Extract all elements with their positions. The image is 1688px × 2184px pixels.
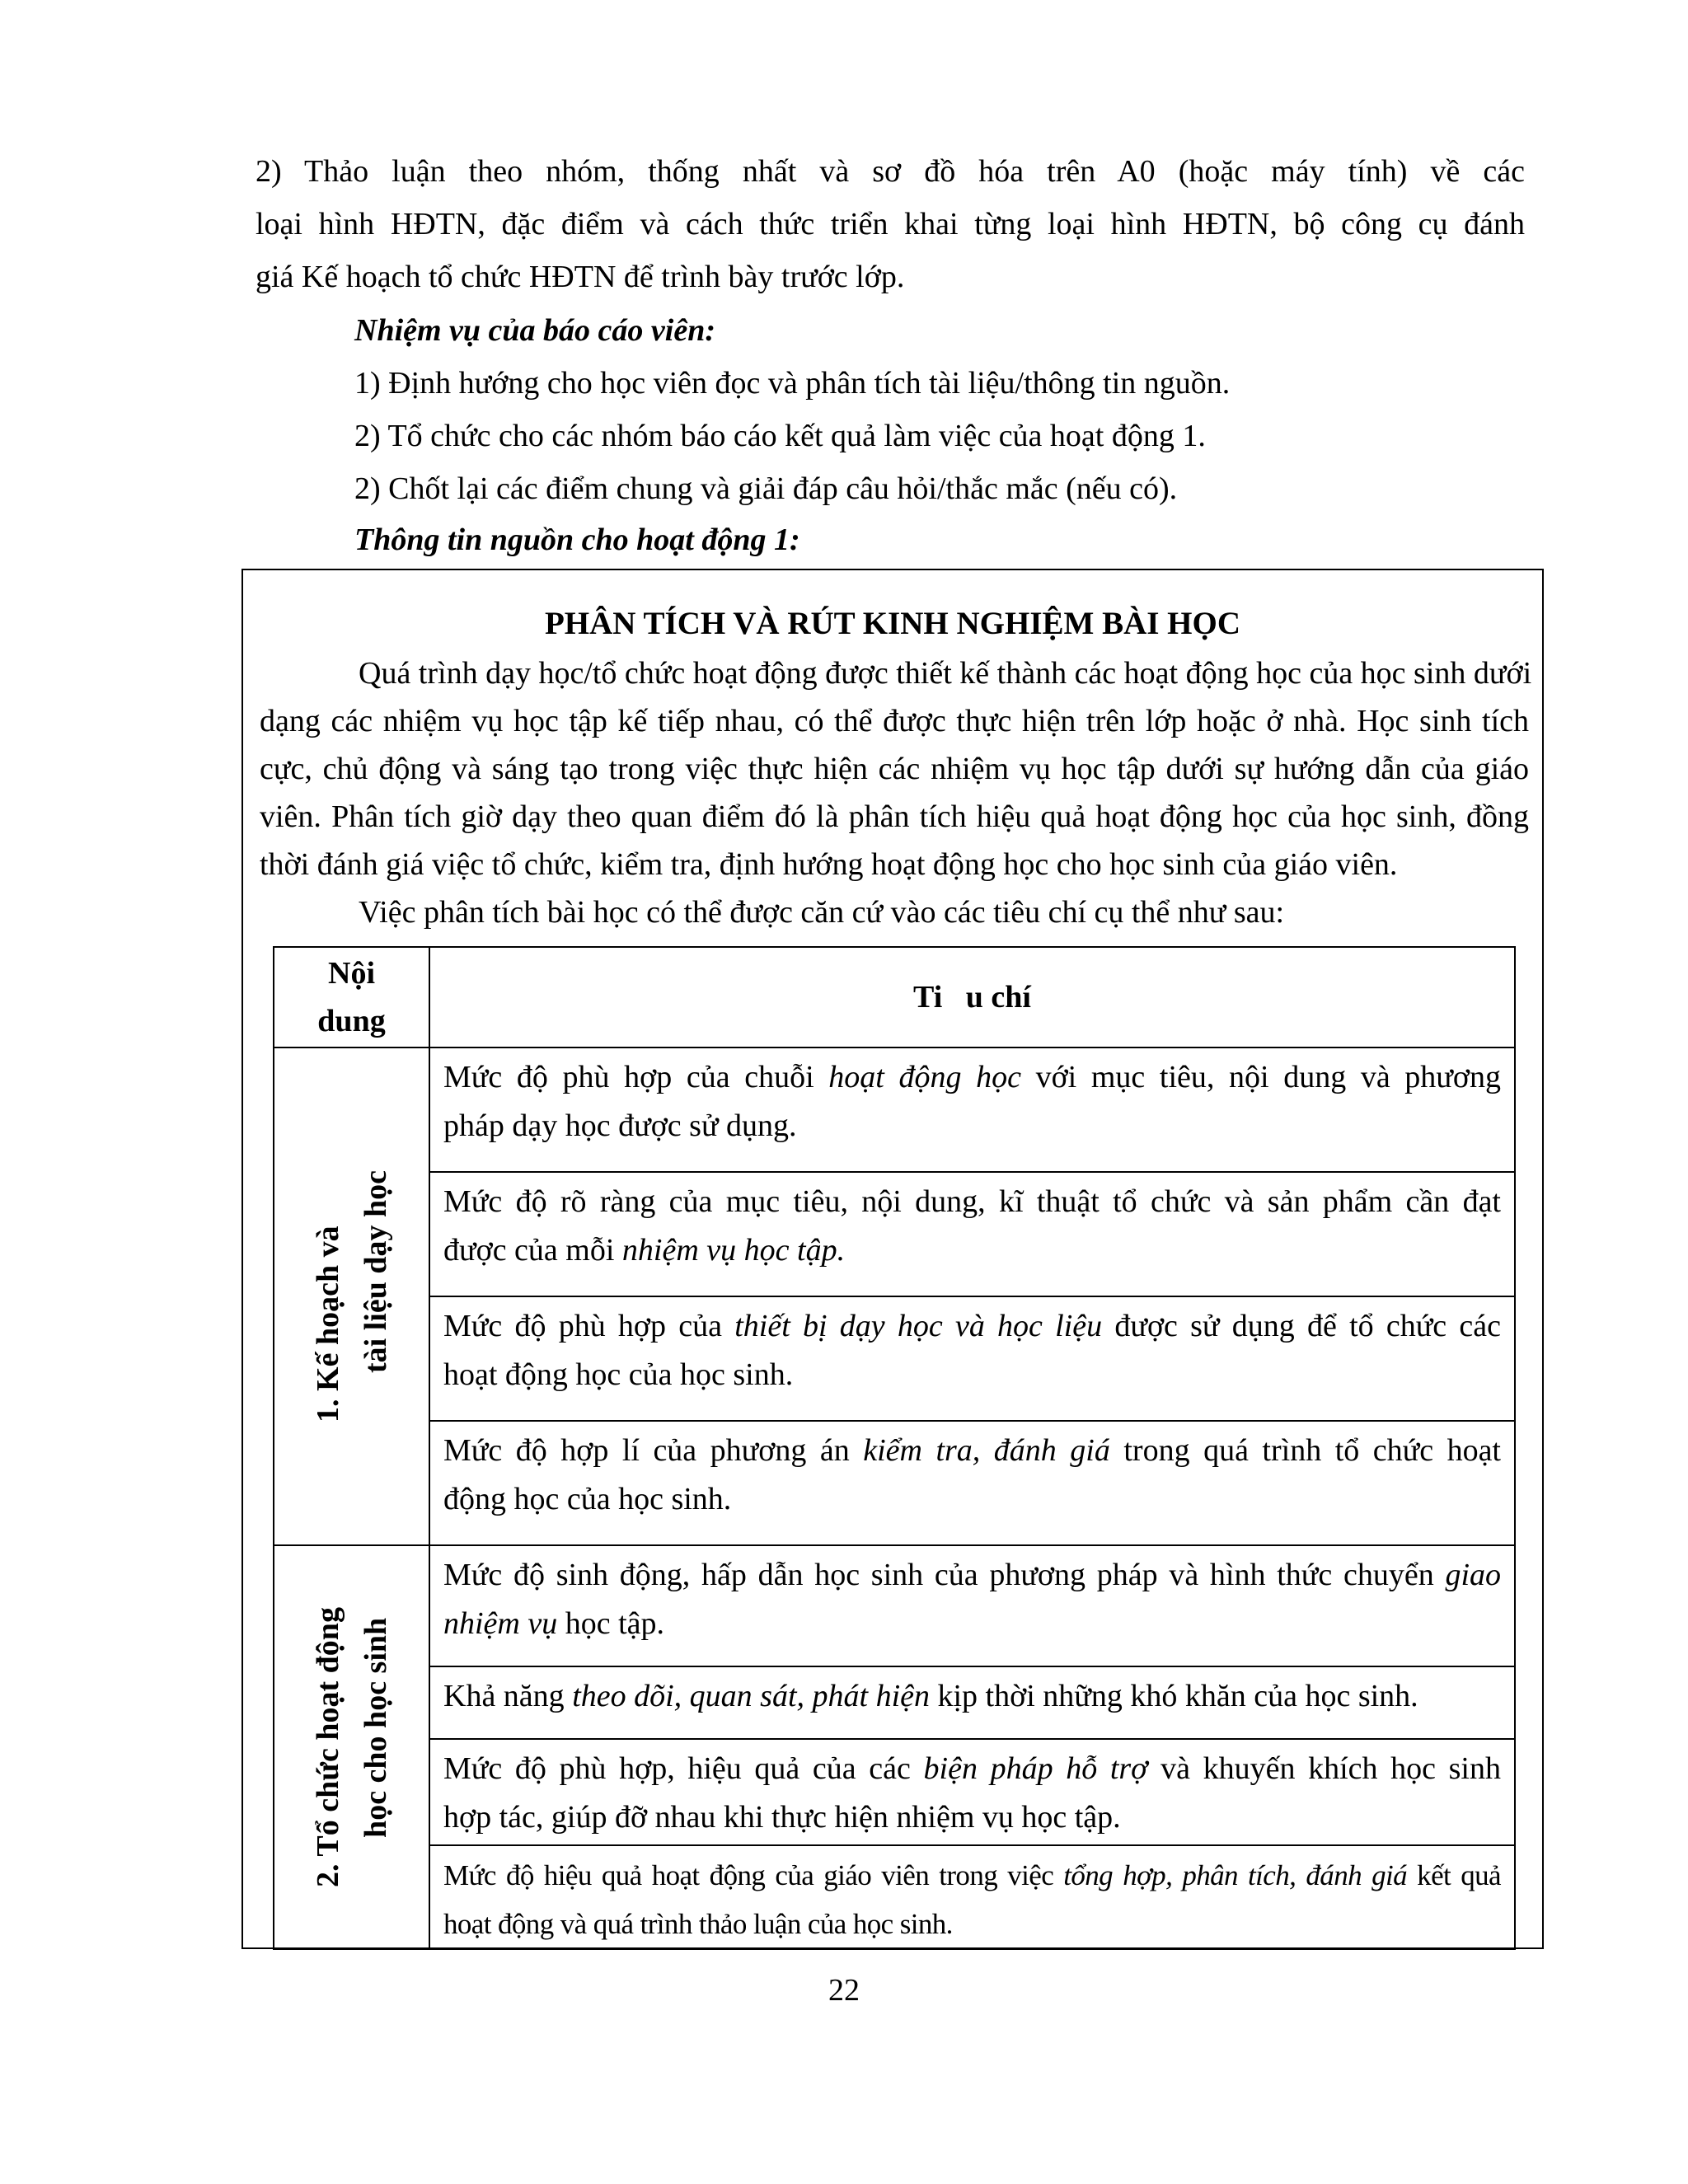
box-para-line-1: Quá trình dạy học/tổ chức hoạt động được thiết kế thành các hoạt động học của học sinh dưới xyxy=(359,656,1532,691)
task-item: 1) Định hướng cho học viên đọc và phân tích tài liệu/thông tin nguồn. xyxy=(354,366,1231,401)
criteria-table xyxy=(273,946,1516,1950)
group-1-label xyxy=(274,1047,429,1545)
source-heading: Thông tin nguồn cho hoạt động 1: xyxy=(354,523,800,557)
group-1-label-line2: tài liệu dạy học xyxy=(358,1170,393,1373)
criterion-cell: Khả năng theo dõi, quan sát, phát hiện kịp thời những khó khăn của học sinh. xyxy=(429,1666,1515,1739)
box-para-line-3: cực, chủ động và sáng tạo trong việc thực hiện các nhiệm vụ học tập dưới sự hướng dẫn của giáo xyxy=(260,752,1529,786)
table-row xyxy=(274,1296,1515,1421)
intro-para-line-3: giá Kế hoạch tổ chức HĐTN để trình bày trước lớp. xyxy=(256,260,905,294)
box-para-line-5: thời đánh giá việc tổ chức, kiểm tra, định hướng hoạt động học cho học sinh của giáo viên. xyxy=(260,847,1398,882)
criterion-cell: Mức độ rõ ràng của mục tiêu, nội dung, kĩ thuật tổ chức và sản phẩm cần đạt được của mỗi nhiệm vụ học tập. xyxy=(429,1172,1515,1296)
group-2-label-line2: học cho học sinh xyxy=(358,1617,393,1838)
group-1-label-line1: 1. Kế hoạch và xyxy=(310,1226,345,1422)
criterion-cell: Mức độ sinh động, hấp dẫn học sinh của phương pháp và hình thức chuyển giao nhiệm vụ học tập. xyxy=(429,1545,1515,1666)
box-para-line-2: dạng các nhiệm vụ học tập kế tiếp nhau, có thể được thực hiện trên lớp hoặc ở nhà. Học sinh tích xyxy=(260,704,1529,738)
header-content xyxy=(274,947,429,1047)
intro-para-line-1: 2) Thảo luận theo nhóm, thống nhất và sơ đồ hóa trên A0 (hoặc máy tính) về các xyxy=(256,154,1525,189)
table-header-row xyxy=(274,947,1515,1047)
task-item: 2) Chốt lại các điểm chung và giải đáp câu hỏi/thắc mắc (nếu có). xyxy=(354,471,1178,506)
table-row xyxy=(274,1545,1515,1666)
table-row xyxy=(274,1739,1515,1845)
table-row xyxy=(274,1845,1515,1949)
group-2-label xyxy=(274,1545,429,1949)
header-criteria: Ti u chí xyxy=(429,947,1515,1047)
header-content-line2: dung xyxy=(317,1004,386,1038)
criterion-cell: Mức độ hiệu quả hoạt động của giáo viên trong việc tổng hợp, phân tích, đánh giá kết quả hoạt động và quá trình thảo luận của học sinh. xyxy=(429,1845,1515,1949)
box-title: PHÂN TÍCH VÀ RÚT KINH NGHIỆM BÀI HỌC xyxy=(544,606,1241,641)
criteria-intro: Việc phân tích bài học có thể được căn cứ vào các tiêu chí cụ thể như sau: xyxy=(359,895,1285,930)
criterion-cell: Mức độ phù hợp của thiết bị dạy học và học liệu được sử dụng để tổ chức các hoạt động học của học sinh. xyxy=(429,1296,1515,1421)
criterion-cell: Mức độ phù hợp của chuỗi hoạt động học với mục tiêu, nội dung và phương pháp dạy học được sử dụng. xyxy=(429,1047,1515,1172)
box-para-line-4: viên. Phân tích giờ dạy theo quan điểm đó là phân tích hiệu quả hoạt động học của học sinh, đồng xyxy=(260,799,1529,834)
table-row xyxy=(274,1421,1515,1545)
criterion-cell: Mức độ phù hợp, hiệu quả của các biện pháp hỗ trợ và khuyến khích học sinh hợp tác, giúp đỡ nhau khi thực hiện nhiệm vụ học tập. xyxy=(429,1739,1515,1845)
header-content-line1: Nội xyxy=(328,956,375,991)
page-number: 22 xyxy=(828,1973,860,2008)
table-row xyxy=(274,1172,1515,1296)
group-2-label-line1: 2. Tổ chức hoạt động xyxy=(310,1607,345,1887)
intro-para-line-2: loại hình HĐTN, đặc điểm và cách thức triển khai từng loại hình HĐTN, bộ công cụ đánh xyxy=(256,207,1525,241)
table-row xyxy=(274,1666,1515,1739)
source-info-box xyxy=(241,569,1544,1949)
table-row xyxy=(274,1047,1515,1172)
criterion-cell: Mức độ hợp lí của phương án kiểm tra, đánh giá trong quá trình tổ chức hoạt động học của học sinh. xyxy=(429,1421,1515,1545)
task-item: 2) Tổ chức cho các nhóm báo cáo kết quả làm việc của hoạt động 1. xyxy=(354,419,1206,453)
tasks-heading: Nhiệm vụ của báo cáo viên: xyxy=(354,313,716,348)
